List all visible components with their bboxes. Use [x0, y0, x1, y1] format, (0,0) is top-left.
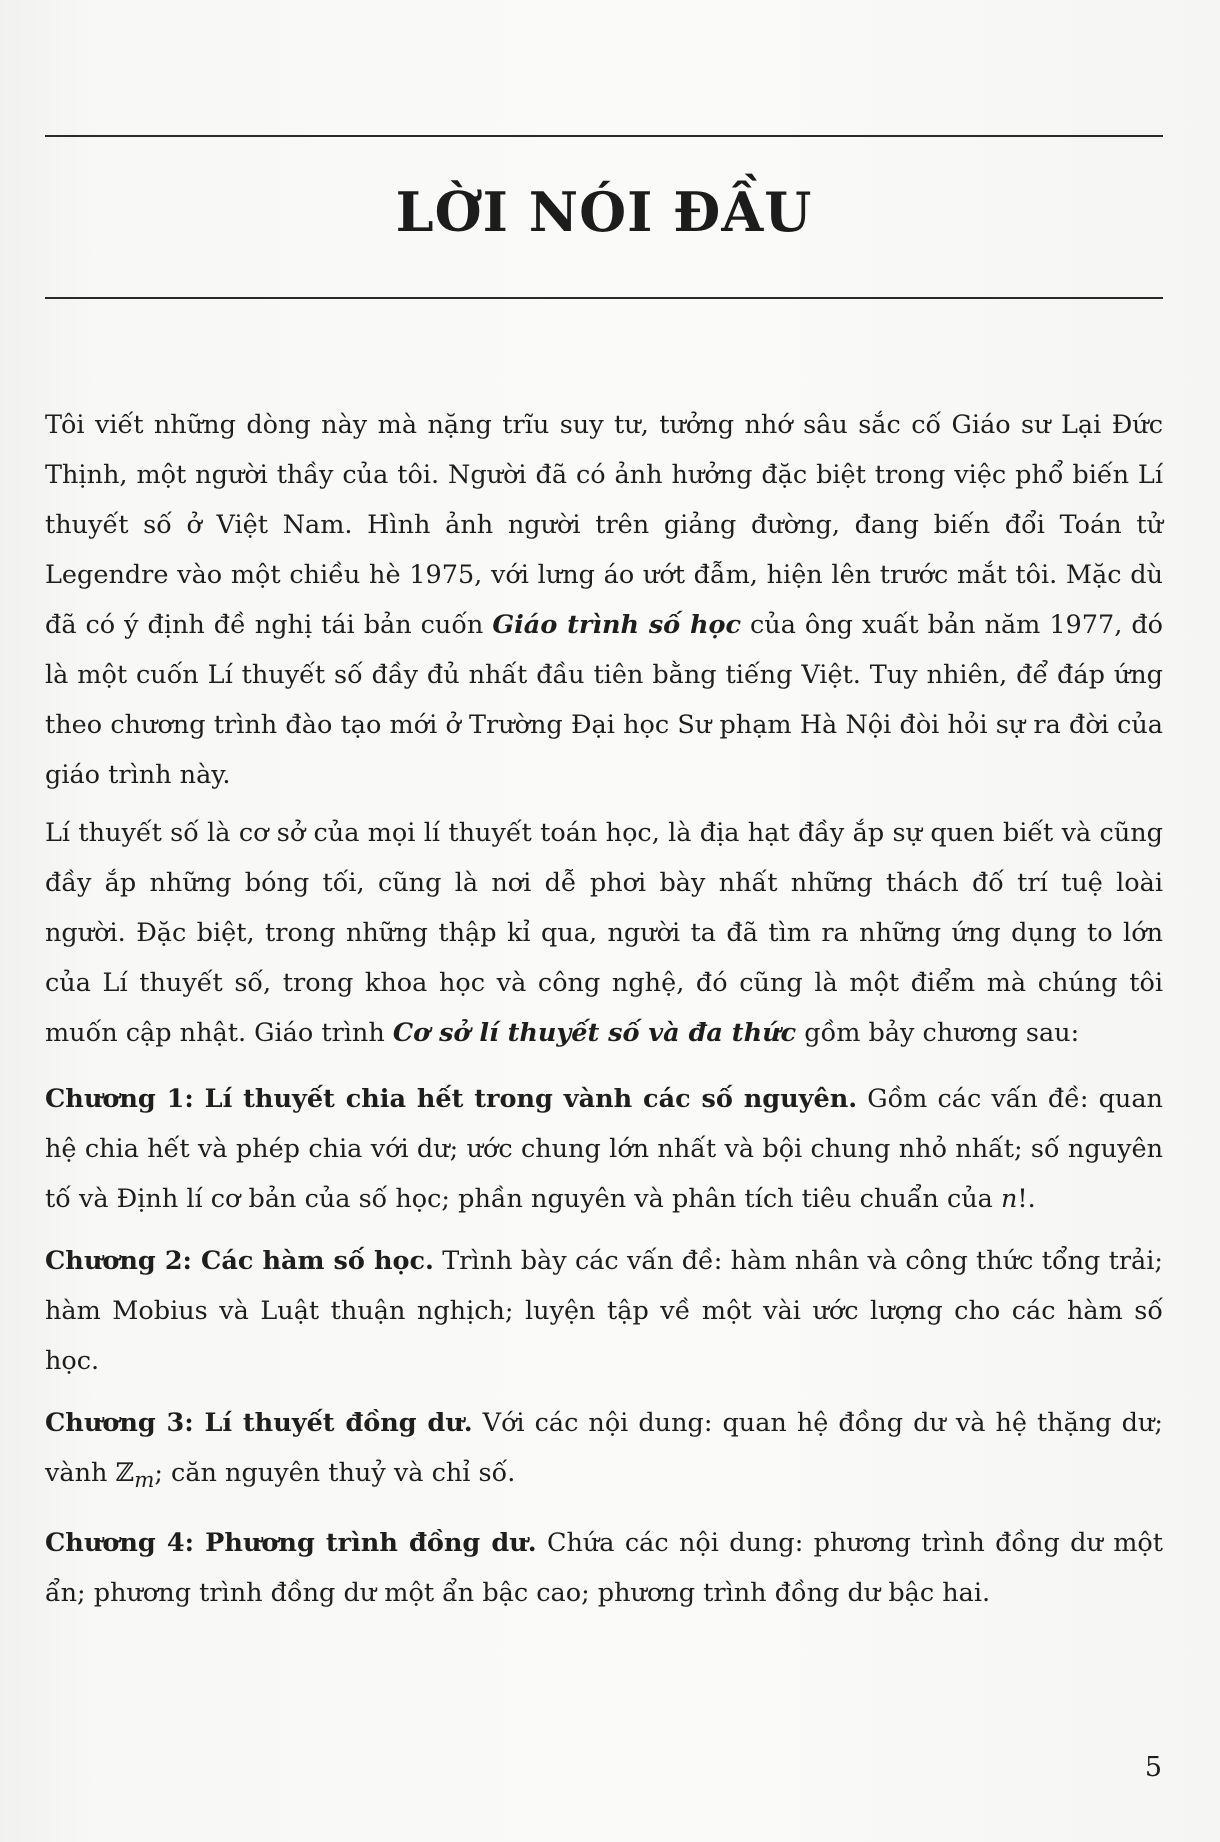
body-text — [45, 400, 1163, 1618]
chapter-3-subscript: m — [134, 1468, 155, 1494]
chapter-1-tail: !. — [1017, 1184, 1036, 1214]
chapter-3-title: Chương 3: Lí thuyết đồng dư. — [45, 1408, 473, 1438]
chapter-2-paragraph — [45, 1236, 1163, 1386]
chapter-4-title: Chương 4: Phương trình đồng dư. — [45, 1528, 537, 1559]
intro-paragraph-2-text: Lí thuyết số là cơ sở của mọi lí thuyết toán học, là địa hạt đầy ắp sự quen biết và cũng đầy ắp những bóng tối, cũng là nơi dễ phơi bày nhất những thách đố trí tuệ loài người. Đặc biệt, trong những thập kỉ qua, người ta đã tìm ra những ứng dụng to lớn của Lí thuyết số, trong khoa học và công nghệ, đó cũng là một điểm mà chúng tôi muốn cập nhật. Giáo trình — [45, 818, 1163, 1048]
chapter-2-text: Trình bày các vấn đề: hàm nhân và công thức tổng trải; hàm Mobius và Luật thuận nghịch; luyện tập về một vài ước lượng cho các hàm số học. — [45, 1246, 1163, 1376]
chapter-3-paragraph — [45, 1398, 1163, 1506]
chapter-2-title: Chương 2: Các hàm số học. — [45, 1246, 434, 1276]
intro-paragraph-1-end: của ông xuất bản năm 1977, đó là một cuốn Lí thuyết số đầy đủ nhất đầu tiên bằng tiếng Việt. Tuy nhiên, để đáp ứng theo chương trình đào tạo mới ở Trường Đại học Sư phạm Hà Nội đòi hỏi sự ra đời của giáo trình này. — [45, 610, 1163, 790]
intro-paragraph-2-end: gồm bảy chương sau: — [796, 1018, 1080, 1048]
chapter-1-title: Chương 1: Lí thuyết chia hết trong vành các số nguyên. — [45, 1084, 858, 1114]
chapter-3-text: Với các nội dung: quan hệ đồng dư và hệ thặng dư; vành ℤ — [45, 1408, 1163, 1488]
intro-paragraph-1 — [45, 400, 1163, 800]
intro-paragraph-1-text: Tôi viết những dòng này mà nặng trĩu suy tư, tưởng nhớ sâu sắc cố Giáo sư Lại Đức Thịnh, một người thầy của tôi. Người đã có ảnh hưởng đặc biệt trong việc phổ biến Lí thuyết số ở Việt Nam. Hình ảnh người trên giảng đường, đang biến đổi Toán tử Legendre vào một chiều hè 1975, với lưng áo ướt đẫm, hiện lên trước mắt tôi. Mặc dù đã có ý định đề nghị tái bản cuốn — [45, 410, 1163, 640]
chapter-1-text: Gồm các vấn đề: quan hệ chia hết và phép chia với dư; ước chung lớn nhất và bội chung nhỏ nhất; số nguyên tố và Định lí cơ bản của số học; phần nguyên và phân tích tiêu chuẩn của — [45, 1084, 1163, 1214]
title-rule-bottom — [45, 297, 1163, 299]
chapter-1-italic: n — [1000, 1184, 1018, 1214]
page-title: LỜI NÓI ĐẦU — [395, 180, 813, 244]
title-rule-top — [45, 135, 1163, 137]
chapter-4-paragraph — [45, 1518, 1163, 1618]
book-title-co-so-li-thuyet-so: Cơ sở lí thuyết số và đa thức — [392, 1018, 797, 1048]
chapter-3-tail: ; căn nguyên thuỷ và chỉ số. — [154, 1458, 516, 1488]
intro-paragraph-2 — [45, 808, 1163, 1058]
chapter-4-text: Chứa các nội dung: phương trình đồng dư một ẩn; phương trình đồng dư một ẩn bậc cao; phương trình đồng dư bậc hai. — [45, 1528, 1163, 1609]
page-number: 5 — [1144, 1752, 1162, 1783]
book-title-giao-trinh-so-hoc: Giáo trình số học — [492, 610, 742, 640]
chapter-1-paragraph — [45, 1074, 1163, 1224]
